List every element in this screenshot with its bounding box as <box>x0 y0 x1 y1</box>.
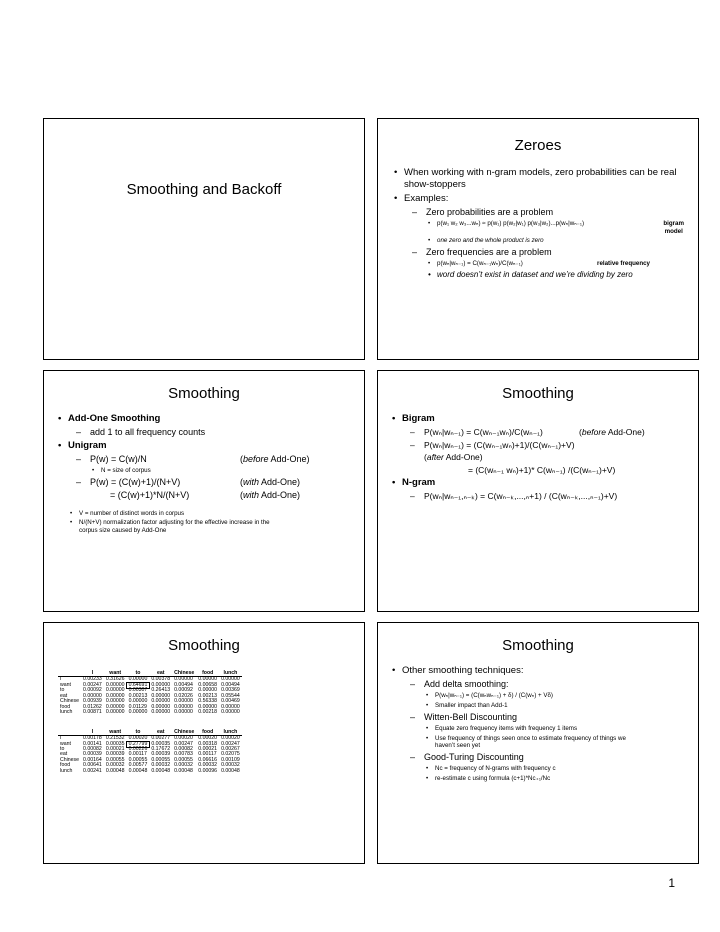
sub-bullet: – P(w) = C(w)/N (before Add-One) <box>76 454 310 464</box>
column-header: want <box>104 671 127 677</box>
table-cell: 0.00369 <box>221 687 240 694</box>
formula-item: • p(wₙ|wₙ₋₁) = C(wₙ₋₁wₙ)/C(wₙ₋₁) relative frequency <box>428 260 684 268</box>
table-cell: 0.00141 <box>83 740 102 747</box>
table-after-add-one <box>58 730 242 775</box>
table-cell: 0.00092 <box>83 687 102 694</box>
table-cell: 0.00783 <box>174 751 193 758</box>
table-cell: 0.01129 <box>128 703 147 710</box>
table-cell: 0.00000 <box>83 692 102 699</box>
table-cell: 0.00032 <box>151 762 171 769</box>
table-cell: 0.21532 <box>105 735 125 742</box>
table-cell: 0.00178 <box>83 735 102 742</box>
note-item: • one zero and the whole product is zero <box>428 237 684 245</box>
row-label: to <box>60 687 65 694</box>
table-cell: 0.00658 <box>198 681 218 688</box>
table-cell: 0.00233 <box>83 676 102 683</box>
table-cell: 0.00092 <box>174 687 193 694</box>
bullet: • Bigram <box>392 413 692 425</box>
table-cell: 0.00000 <box>221 676 240 683</box>
row-label: food <box>60 703 71 710</box>
slide-smoothing-bigram <box>377 370 699 612</box>
slide-smoothing-unigram <box>43 370 365 612</box>
slide-title: Smoothing <box>168 385 240 402</box>
table-cell: 0.00000 <box>221 709 240 716</box>
row-label: to <box>60 745 65 752</box>
table-cell: 0.00020 <box>221 735 240 742</box>
table-cell: 0.00577 <box>128 762 148 769</box>
sub-bullet: – add 1 to all frequency counts <box>76 426 206 437</box>
table-cell: 0.00226 <box>128 745 148 752</box>
column-header: food <box>196 730 219 736</box>
table-cell: 0.00000 <box>128 676 148 683</box>
table-cell: 0.00020 <box>128 735 148 742</box>
page-number: 1 <box>668 876 675 890</box>
column-header: lunch <box>219 730 242 736</box>
table-cell: 0.00000 <box>198 676 218 683</box>
table-cell: 0.00469 <box>221 698 240 705</box>
table-cell: 0.00021 <box>105 745 125 752</box>
slide-smoothing-techniques <box>377 622 699 864</box>
row-label: eat <box>60 692 68 699</box>
table-cell: 0.00871 <box>83 709 102 716</box>
table-cell: 0.00000 <box>105 687 125 694</box>
table-cell: 0.06616 <box>198 756 218 763</box>
formula-item: • p(w₁ w₂ w₃...wₙ) ≈ p(w₁) p(w₂|w₁) p(w₃|w₂)...p(wₙ|wₙ₋₁) bigram model <box>428 220 684 236</box>
table-cell: 0.00000 <box>151 692 171 699</box>
table-cell: 0.00277 <box>151 735 171 742</box>
row-label: want <box>60 681 71 688</box>
slide-smoothing-tables <box>43 622 365 864</box>
sub-bullet: – P(wₙ|wₙ₋₁) = (C(wₙ₋₁wₙ)+1)/(C(wₙ₋₁)+V) <box>410 439 575 450</box>
table-cell: 0.00307 <box>128 687 148 694</box>
table-cell: 0.00213 <box>198 692 218 699</box>
note-item: • Smaller impact than Add-1 <box>426 702 688 710</box>
column-header: lunch <box>219 671 242 677</box>
sub-bullet: – P(w) = (C(w)+1)/(N+V) (with Add-One) <box>76 477 301 487</box>
note-line: (after Add-One) <box>424 452 483 463</box>
table-cell: 0.00039 <box>105 751 125 758</box>
table-cell: 0.00494 <box>174 681 193 688</box>
table-cell: 0.00000 <box>151 709 171 716</box>
table-cell: 0.00020 <box>198 735 218 742</box>
sub-bullet: – Good-Turing Discounting <box>410 752 524 763</box>
note-item: • V = number of distinct words in corpus <box>70 510 354 518</box>
table-cell: 0.00241 <box>83 767 102 774</box>
table-cell: 0.00032 <box>174 762 193 769</box>
table-cell: 0.00939 <box>83 698 102 705</box>
table-cell: 0.00082 <box>174 745 193 752</box>
slide-title: Smoothing <box>502 637 574 654</box>
table-cell: 0.00247 <box>83 681 102 688</box>
table-cell: 0.05544 <box>221 692 240 699</box>
table-cell: 0.00247 <box>174 740 193 747</box>
table-cell: 0.00000 <box>128 698 148 705</box>
row-label: food <box>60 762 71 769</box>
table-row <box>58 769 242 774</box>
slide-title: Smoothing <box>502 385 574 402</box>
table-cell: 0.00048 <box>128 767 148 774</box>
table-cell: 0.00035 <box>151 740 171 747</box>
table-cell: 0.02026 <box>174 692 193 699</box>
table-cell: 0.27799 <box>128 740 148 747</box>
table-cell: 0.00000 <box>105 681 125 688</box>
table-cell: 0.00109 <box>221 756 240 763</box>
note-item: • word doesn’t exist in dataset and we’re dividing by zero <box>428 270 684 280</box>
slide-body <box>392 665 688 785</box>
sub-bullet: = (C(w)+1)*N/(N+V) (with Add-One) <box>110 490 301 501</box>
table-cell: 0.00117 <box>128 751 147 758</box>
bullet: • Other smoothing techniques: <box>392 665 688 677</box>
table-cell: 0.00000 <box>174 703 193 710</box>
table-cell: 0.00641 <box>83 762 102 769</box>
table-cell: 0.00267 <box>221 745 240 752</box>
table-cell: 0.01262 <box>83 703 102 710</box>
sub-bullet: – Witten-Bell Discounting <box>410 711 518 722</box>
table-cell: 0.02075 <box>221 751 240 758</box>
sub-bullet: – Add delta smoothing: <box>410 678 509 689</box>
column-header: I <box>81 730 104 736</box>
sub-bullet: – P(wₙ|wₙ₋₁) = C(wₙ₋₁wₙ)/C(wₙ₋₁) (before Add-One) <box>410 426 645 437</box>
table-cell: 0.00055 <box>128 756 148 763</box>
row-label: eat <box>60 751 68 758</box>
column-header: Chinese <box>174 728 195 735</box>
row-label: Chinese <box>60 698 80 705</box>
bullet: • Unigram <box>58 440 354 452</box>
bullet: • When working with n-gram models, zero probabilities can be real show-stoppers <box>394 167 684 191</box>
table-cell: 0.00000 <box>151 703 171 710</box>
probability-tables <box>58 671 242 774</box>
column-header: to <box>127 671 150 677</box>
table-cell: 0.00000 <box>105 703 125 710</box>
slide-title: Smoothing and Backoff <box>126 181 282 198</box>
bullet: • Examples: <box>394 193 684 205</box>
table-cell: 0.00039 <box>83 751 102 758</box>
column-header: want <box>104 730 127 736</box>
table-cell: 0.00055 <box>174 756 193 763</box>
table-cell: 0.17672 <box>151 745 171 752</box>
note-item: • N = size of corpus <box>92 467 354 475</box>
table-cell: 0.00021 <box>198 745 218 752</box>
table-cell: 0.00000 <box>174 709 193 716</box>
table-cell: 0.00048 <box>105 767 125 774</box>
table-cell: 0.00096 <box>198 767 218 774</box>
table-cell: 0.00494 <box>221 681 240 688</box>
formula-item: • P(wₙ|wₙ₋₁) = (C(wₙwₙ₋₁) + δ) / (C(wₙ) + Vδ) <box>426 692 688 700</box>
table-cell: 0.00048 <box>221 767 240 774</box>
column-header: food <box>196 671 219 677</box>
table-cell: 0.56338 <box>198 698 218 705</box>
table-cell: 0.00318 <box>198 740 218 747</box>
table-cell: 0.64691 <box>128 681 148 688</box>
sub-bullet: – Zero frequencies are a problem <box>412 247 552 258</box>
table-cell: 0.31626 <box>105 676 125 683</box>
table-cell: 0.00000 <box>105 692 125 699</box>
table-cell: 0.00000 <box>105 709 125 716</box>
table-cell: 0.00117 <box>198 751 217 758</box>
table-cell: 0.26413 <box>151 687 171 694</box>
row-label: lunch <box>60 709 73 716</box>
slide-zeroes <box>377 118 699 360</box>
slide-body <box>392 413 692 504</box>
table-cell: 0.00039 <box>151 751 171 758</box>
table-cell: 0.00020 <box>174 735 193 742</box>
formula-line: = (C(wₙ₋₁ wₙ)+1)* C(wₙ₋₁) /(C(wₙ₋₁)+V) <box>468 464 616 475</box>
column-header: eat <box>149 730 172 736</box>
table-cell: 0.00000 <box>174 676 193 683</box>
row-label: I <box>60 735 62 742</box>
sub-bullet: – P(wₙ|wₙ₋₁,ₙ₋ₖ) = C(wₙ₋ₖ,...,ₙ+1) / (C(wₙ₋ₖ,...,ₙ₋₁)+V) <box>410 491 618 502</box>
table-cell: 0.00032 <box>105 762 125 769</box>
table-cell: 0.00000 <box>198 703 218 710</box>
row-label: I <box>60 676 62 683</box>
table-before-add-one <box>58 671 242 716</box>
table-cell: 0.00032 <box>221 762 240 769</box>
table-cell: 0.00035 <box>105 740 125 747</box>
sub-bullet: – Zero probabilities are a problem <box>412 206 554 217</box>
column-header: to <box>127 730 150 736</box>
table-cell: 0.00378 <box>151 676 171 683</box>
bullet: • N-gram <box>392 477 692 489</box>
column-header: eat <box>149 671 172 677</box>
column-header: I <box>81 671 104 677</box>
note-item: • Use frequency of things seen once to estimate frequency of things we haven’t seen yet <box>426 735 635 751</box>
bullet: • Add-One Smoothing <box>58 413 354 425</box>
slide-title: Zeroes <box>514 137 562 154</box>
row-label: lunch <box>60 767 73 774</box>
table-cell: 0.00048 <box>151 767 171 774</box>
table-cell: 0.00000 <box>105 698 125 705</box>
table-cell: 0.00218 <box>198 709 218 716</box>
column-header: Chinese <box>174 670 195 676</box>
table-cell: 0.00000 <box>151 698 171 705</box>
table-cell: 0.00164 <box>83 756 102 763</box>
table-cell: 0.00000 <box>221 703 240 710</box>
note-item: • N/(N+V) normalization factor adjusting for the effective increase in the corpus size caused by Add-One <box>70 519 279 535</box>
table-cell: 0.00213 <box>128 692 148 699</box>
table-cell: 0.00055 <box>105 756 125 763</box>
slide-smoothing-and-backoff <box>43 118 365 360</box>
note-item: • re-estimate c using formula (c+1)*Nᴄ₊₁/Nᴄ <box>426 775 688 783</box>
table-cell: 0.00000 <box>174 698 193 705</box>
table-cell: 0.00048 <box>174 767 193 774</box>
row-label: Chinese <box>60 756 80 763</box>
note-item: • Equate zero frequency items with frequency 1 items <box>426 725 688 733</box>
table-cell: 0.00000 <box>128 709 148 716</box>
row-label: want <box>60 740 71 747</box>
note-item: • Nᴄ = frequency of N-grams with frequency c <box>426 765 688 773</box>
slide-body <box>58 413 354 537</box>
table-cell: 0.00055 <box>151 756 171 763</box>
table-cell: 0.00000 <box>198 687 218 694</box>
table-cell: 0.00000 <box>151 681 171 688</box>
table-cell: 0.00032 <box>198 762 218 769</box>
slide-title: Smoothing <box>168 637 240 654</box>
table-cell: 0.00082 <box>83 745 102 752</box>
slide-body <box>394 167 684 282</box>
table-cell: 0.00247 <box>221 740 240 747</box>
